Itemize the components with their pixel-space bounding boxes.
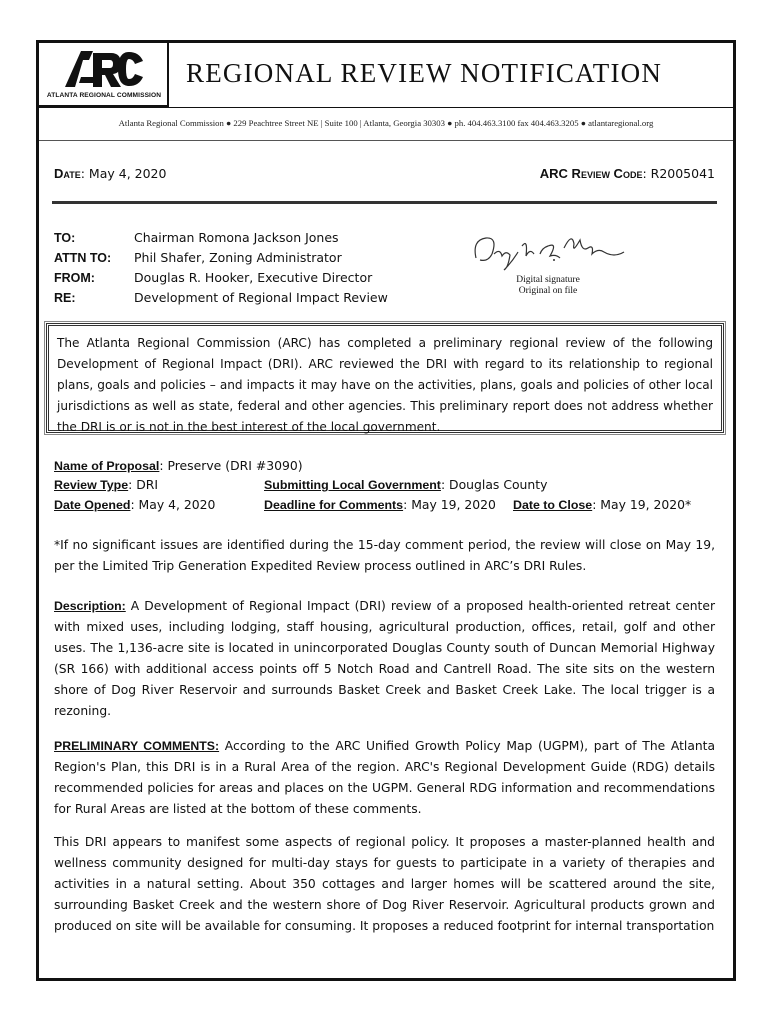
description-label: Description: — [54, 599, 126, 613]
date-label: Date — [54, 166, 81, 181]
signature-icon — [468, 228, 628, 274]
description-paragraph — [54, 596, 715, 722]
comments-label: PRELIMINARY COMMENTS: — [54, 739, 220, 753]
code-value: : R2005041 — [642, 166, 715, 181]
deadline-line: Deadline for Comments: May 19, 2020 — [264, 497, 496, 512]
local-government-line: Submitting Local Government: Douglas County — [264, 477, 548, 492]
memo-from: FROM: Douglas R. Hooker, Executive Director — [54, 270, 373, 285]
date-opened-line: Date Opened: May 4, 2020 — [54, 497, 216, 512]
intro-box: The Atlanta Regional Commission (ARC) has completed a preliminary regional review of the following Development of Regional Impact (DRI). ARC reviewed the DRI with regard to its relationship to regional plans, goals and policies – and impacts it may have on the activities, plans, goals and policies of other local jurisdictions as well as state, federal and other agencies. This preliminary report does not address whether the DRI is or is not in the best interest of the local government. — [46, 323, 724, 433]
date-to-close-line: Date to Close: May 19, 2020* — [513, 497, 692, 512]
proposal-line: Name of Proposal: Preserve (DRI #3090) — [54, 458, 303, 473]
header-divider — [39, 107, 733, 108]
memo-to: TO: Chairman Romona Jackson Jones — [54, 230, 339, 245]
memo-attn: ATTN TO: Phil Shafer, Zoning Administrator — [54, 250, 342, 265]
preliminary-comments-paragraph — [54, 736, 715, 820]
page-title: REGIONAL REVIEW NOTIFICATION — [186, 58, 663, 88]
date-value: : May 4, 2020 — [80, 166, 167, 181]
signature-note: Digital signature Original on file — [516, 275, 580, 296]
description-text: A Development of Regional Impact (DRI) review of a proposed health-oriented retreat center with mixed uses, including lodging, staff housing, agricultural production, offices, retail, golf and other uses. The 1,136-acre site is located in unincorporated Douglas County south of Duncan Memorial Highway (SR 166) with additional access points off 5 Notch Road and Cantrell Road. The site sits on the western shore of Dog River Reservoir and surrounds Basket Creek and Basket Creek Lake. The local trigger is a rezoning. — [54, 599, 715, 718]
arc-logo — [39, 43, 169, 107]
review-code — [540, 166, 715, 181]
policy-paragraph: This DRI appears to manifest some aspects of regional policy. It proposes a master-planned health and wellness community designed for multi-day stays for guests to participate in a variety of therapies and activities in a natural setting. About 350 cottages and larger homes will be scattered around the site, surrounding Basket Creek and the western shore of Dog River Reservoir. Agricultural products grown and produced on site will be available for consuming. It proposes a reduced footprint for internal transportation — [54, 835, 715, 933]
footnote: *If no significant issues are identified during the 15-day comment period, the review will close on May 19, per the Limited Trip Generation Expedited Review process outlined in ARC’s DRI Rules. — [54, 538, 715, 573]
review-type-line: Review Type: DRI — [54, 477, 159, 492]
memo-block — [54, 228, 388, 308]
arc-logo-mark-icon — [63, 49, 145, 89]
section-divider — [52, 201, 717, 204]
logo-caption: ATLANTA REGIONAL COMMISSION — [46, 92, 162, 99]
comments-text: According to the ARC Unified Growth Policy Map (UGPM), part of The Atlanta Region's Plan, this DRI is in a Rural Area of the region. ARC's Regional Development Guide (RDG) details recommended policies for areas and places on the UGPM. General RDG information and recommendations for Rural Areas are listed at the bottom of these comments. — [54, 739, 716, 816]
arc-address: Atlanta Regional Commission ● 229 Peachtree Street NE | Suite 100 | Atlanta, Georgia 30303 ● ph. 404.463.3100 fax 404.463.3205 ● atlantaregional.org — [118, 118, 654, 128]
review-date — [54, 166, 166, 181]
code-label: ARC Review Code — [539, 166, 643, 181]
address-divider — [39, 140, 733, 141]
memo-re: RE: Development of Regional Impact Review — [54, 290, 388, 305]
